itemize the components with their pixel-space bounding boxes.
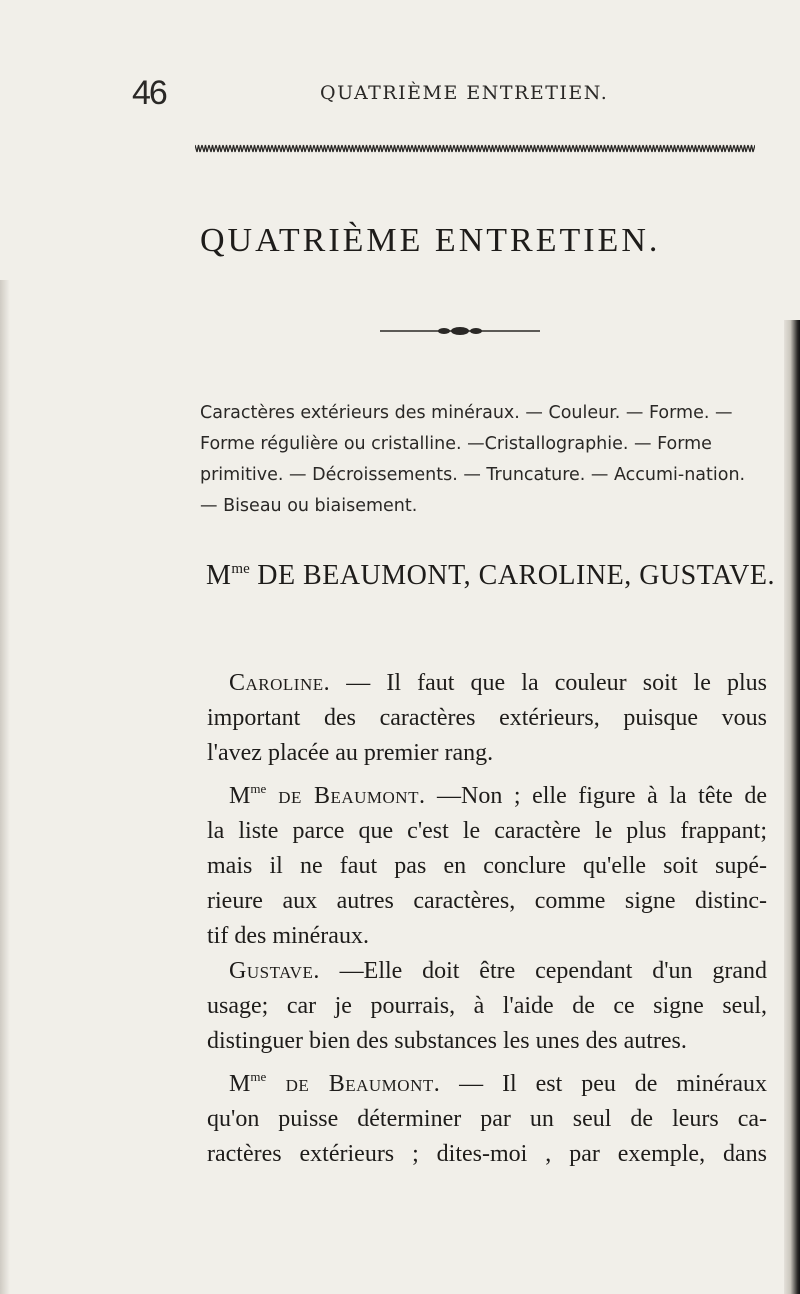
dialogue-line: $M^{me}$ de Beaumont. — Il est peu de minéraux <box>229 1069 767 1097</box>
page-edge <box>784 320 800 1294</box>
speaker-me: me <box>250 781 267 796</box>
page-gutter-shadow <box>0 280 10 1294</box>
dialogue-line: Caroline. — Il faut que la couleur soit le plus <box>229 670 767 696</box>
speaker-me: me <box>250 1069 267 1084</box>
speaker-m: M <box>229 1071 251 1097</box>
dialogue <box>207 666 767 1172</box>
dialogue-line: distinguer bien des substances les unes des autres. <box>207 1028 687 1054</box>
chapter-title: QUATRIÈME ENTRETIEN. <box>200 222 661 259</box>
dialogue-line: mais il ne faut pas en conclure qu'elle soit supé- <box>207 853 767 879</box>
decorative-rule <box>380 324 540 338</box>
dialogue-line: l'avez placée au premier rang. <box>207 740 494 766</box>
page-header <box>132 74 652 114</box>
dialogue-line: rieure aux autres caractères, comme signe distinc- <box>207 888 767 914</box>
speaker-beaumont: de Beaumont. <box>266 1071 441 1097</box>
speaker-m: M <box>229 783 251 809</box>
dialogue-line: important des caractères extérieurs, puisque vous <box>207 705 767 731</box>
characters-m: M <box>206 560 232 591</box>
speaker-caroline: Caroline. <box>229 670 331 696</box>
dialogue-line: ractères extérieurs ; dites-moi , par exemple, dans <box>207 1141 767 1167</box>
dialogue-line: tif des minéraux. <box>207 923 369 949</box>
characters-names: DE BEAUMONT, CAROLINE, GUSTAVE. <box>249 560 775 591</box>
running-head: QUATRIÈME ENTRETIEN. <box>320 82 609 104</box>
dialogue-line: qu'on puisse déterminer par un seul de leurs ca- <box>207 1106 767 1132</box>
speaker-beaumont: de Beaumont. <box>266 783 426 809</box>
chapter-summary: Caractères extérieurs des minéraux. — Couleur. — Forme. — Forme régulière ou cristalline. —Cristallographie. — Forme primitive. — Décroissements. — Truncature. — Accumi-nation. — Biseau ou biaisement. <box>200 403 746 516</box>
dialogue-line: la liste parce que c'est le caractère le plus frappant; <box>207 818 767 844</box>
characters-me: me <box>231 561 250 577</box>
dialogue-line: $M^{me}$ de Beaumont. —Non ; elle figure à la tête de <box>229 781 767 809</box>
dialogue-line: usage; car je pourrais, à l'aide de ce signe seul, <box>207 993 767 1019</box>
page-number: 46 <box>132 74 166 112</box>
speaker-gustave: Gustave. <box>229 958 320 984</box>
characters-line <box>206 560 775 592</box>
dialogue-line: Gustave. —Elle doit être cependant d'un grand <box>229 958 767 984</box>
ornament-border <box>195 140 755 156</box>
